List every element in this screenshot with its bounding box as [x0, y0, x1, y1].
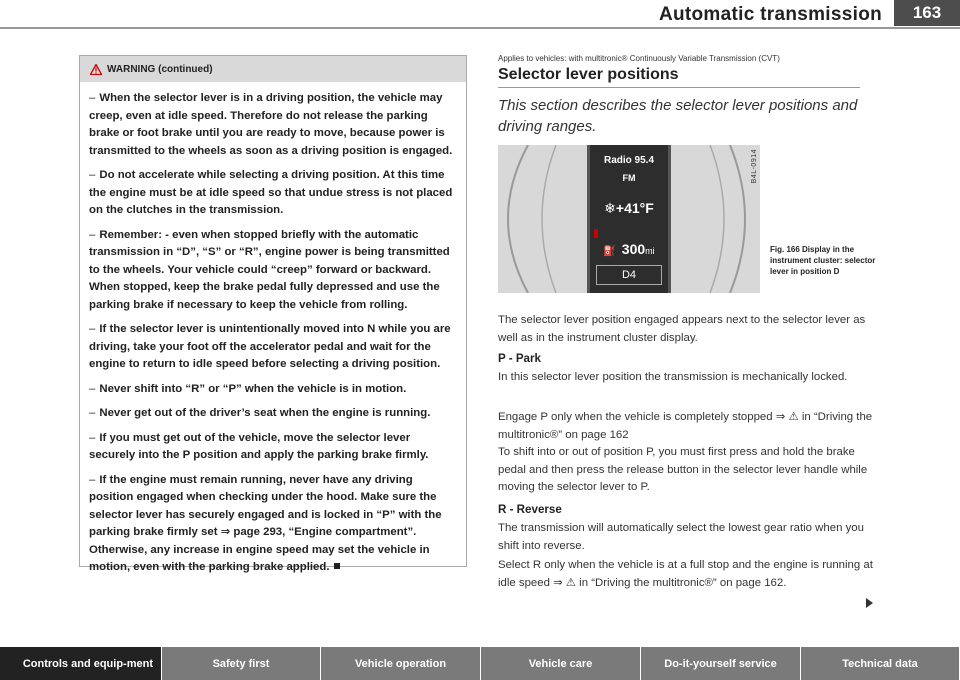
body-paragraph: The selector lever position engaged appears next to the selector lever as well as in the instrument cluster display.: [498, 314, 866, 344]
warning-item: – Never get out of the driver’s seat when the engine is running.: [89, 407, 431, 419]
continue-arrow-icon: [866, 598, 873, 608]
display-radio: Radio 95.4: [603, 155, 655, 166]
park-paragraph-3: To shift into or out of position P, you must first press and hold the brake pedal and then press the release button in the selector lever handle while moving the selector lever to P.: [498, 446, 868, 493]
park-paragraph-1: In this selector lever position the transmission is mechanically locked.: [498, 371, 848, 383]
display-band: FM: [622, 173, 636, 183]
fuel-warning-marker: [594, 229, 598, 238]
figure-id: B4L-0914: [751, 149, 758, 184]
chapter-tabs: [0, 647, 960, 680]
reverse-paragraph-1: The transmission will automatically select the lowest gear ratio when you shift into reverse.: [498, 522, 864, 552]
reverse-paragraph-2: Select R only when the vehicle is at a full stop and the engine is running at idle speed ⇒ ⚠ in “Driving the multitronic®” on page 162.: [498, 559, 873, 589]
warning-triangle-icon: [90, 64, 102, 75]
section-end-icon: [334, 563, 340, 569]
display-temperature: ❄+41°F: [604, 200, 654, 216]
warning-title: WARNING (continued): [107, 63, 213, 75]
park-heading: P - Park: [498, 352, 541, 365]
warning-item: – Never shift into “R” or “P” when the vehicle is in motion.: [89, 382, 407, 395]
figure-caption: Fig. 166 Display in the instrument cluster: selector lever in position D: [770, 245, 876, 276]
warning-item: – Remember: - even when stopped briefly with the automatic transmission in “D”, “S” or “R”, engine power is being transmitted to the wheels. Your vehicle could “creep” forward or backward. When stopped, keep the brake pedal fully depressed and use the parking brake if necessary to keep the vehicle from rolling.: [89, 228, 450, 311]
page-header-title: Automatic transmission: [658, 4, 882, 25]
page-number: 163: [894, 0, 960, 26]
warning-item: – When the selector lever is in a driving position, the vehicle may creep, even at idle speed. Therefore do not release the parking brake or foot brake until you are ready to move, because power is transmitted to the wheels as soon as a driving position is engaged.: [89, 92, 453, 157]
tab-controls-equipment[interactable]: Controls and equip-ment: [0, 647, 162, 680]
warning-header: [80, 56, 466, 82]
section-divider: [498, 87, 860, 88]
tab-safety-first[interactable]: Safety first: [162, 647, 321, 680]
warning-box: [79, 55, 467, 573]
warning-item: – Do not accelerate while selecting a driving position. At this time the engine must be at idle speed so that undue stress is not placed on the clutches in the transmission.: [89, 169, 453, 216]
tab-technical-data[interactable]: Technical data: [801, 647, 960, 680]
section-intro: This section describes the selector lever positions and driving ranges.: [498, 97, 858, 135]
tab-vehicle-operation[interactable]: Vehicle operation: [321, 647, 481, 680]
tab-diy-service[interactable]: Do-it-yourself service: [641, 647, 801, 680]
display-range: ⛽ 300mi: [603, 241, 655, 257]
warning-item: – If the selector lever is unintentionally moved into N while you are driving, take your foot off the accelerator pedal and wait for the engine to return to idle speed before selecting a driving position.: [89, 323, 451, 370]
reverse-heading: R - Reverse: [498, 503, 562, 516]
fuel-pump-icon: ⛽: [603, 246, 616, 257]
instrument-cluster-figure: [498, 145, 760, 293]
park-paragraph-2: Engage P only when the vehicle is completely stopped ⇒ ⚠ in “Driving the multitronic®” on page 162: [498, 411, 873, 441]
warning-item: – If the engine must remain running, never have any driving position engaged when checking under the hood. Make sure the selector lever has securely engaged and is locked in “P” with the parking brake firmly set ⇒ page 293, “Engine compartment”. Otherwise, any increase in engine speed may set the vehicle in motion, even with the parking brake applied.: [89, 473, 442, 573]
header-divider: [0, 27, 960, 29]
applies-to-note: Applies to vehicles: with multitronic® Continuously Variable Transmission (CVT): [498, 54, 780, 63]
section-title: Selector lever positions: [498, 66, 679, 83]
warning-item: – If you must get out of the vehicle, move the selector lever securely into the P position and apply the parking brake firmly.: [89, 431, 429, 461]
tab-vehicle-care[interactable]: Vehicle care: [481, 647, 641, 680]
display-gear: D4: [596, 265, 662, 285]
cluster-display: [587, 145, 671, 293]
warning-body: [80, 82, 466, 577]
